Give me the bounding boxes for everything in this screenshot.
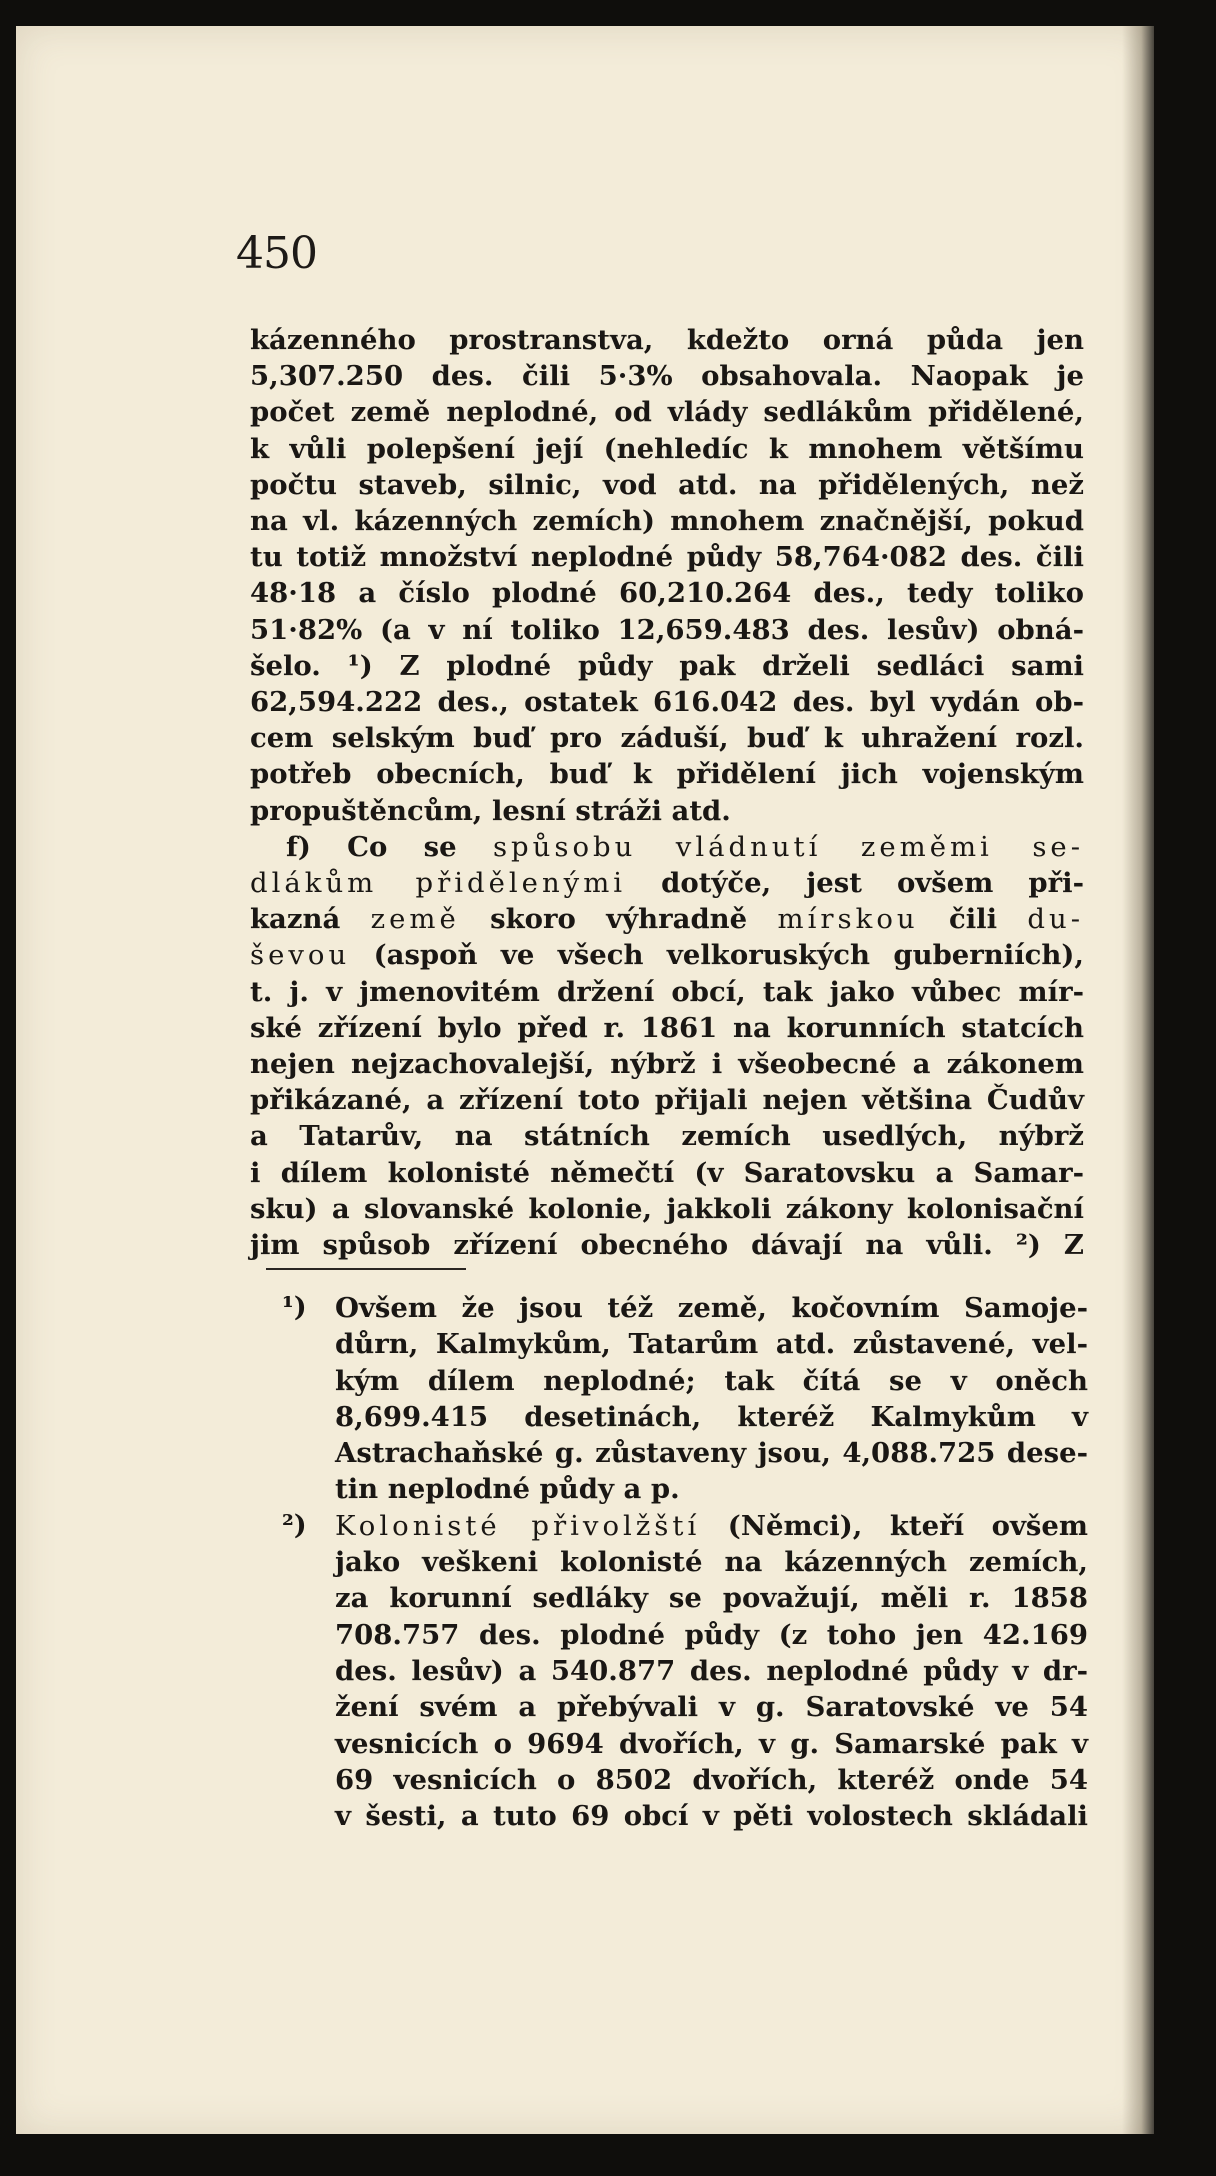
text-line: 62,594.222 des., ostatek 616.042 des. byl vydán ob- <box>250 686 1084 719</box>
text-line: ské zřízení bylo před r. 1861 na korunních statcích <box>250 1011 1084 1044</box>
text-line: kázenného prostranstva, kdežto orná půda jen <box>250 324 1084 356</box>
text-line: t. j. v jmenovitém držení obcí, tak jako vůbec mír- <box>250 975 1084 1008</box>
paragraph-f-line: dlákům přidělenými dotýče, jest ovšem při- <box>250 867 1084 900</box>
text-line: 5,307.250 des. čili 5·3% obsahovala. Naopak je <box>250 360 1084 393</box>
footnote-line: jako veškeni kolonisté na kázenných zemích, <box>335 1546 1088 1579</box>
footnote-line: za korunní sedláky se považují, měli r. 1858 <box>335 1582 1088 1615</box>
text-line: propuštěncům, lesní stráži atd. <box>250 794 731 827</box>
text-line: počet země neplodné, od vlády sedlákům přidělené, <box>250 396 1084 429</box>
footnote-line: 69 vesnicích o 8502 dvořích, kteréž onde 54 <box>335 1763 1088 1796</box>
spaced-emphasis: Kolonisté přivolžští <box>335 1509 701 1542</box>
footnote-line: v šesti, a tuto 69 obcí v pěti volostech skládali <box>335 1800 1088 1833</box>
spaced-emphasis: dlákům přidělenými <box>250 867 627 900</box>
text-line: potřeb obecních, buď k přidělení jich vojenským <box>250 758 1084 791</box>
text-line: přikázané, a zřízení toto přijali nejen většina Čudův <box>250 1084 1084 1117</box>
text-line: sku) a slovanské kolonie, jakkoli zákony kolonisační <box>250 1192 1084 1225</box>
text-line: 51·82% (a v ní toliko 12,659.483 des. lesův) obná- <box>250 613 1084 646</box>
text-line: jim spůsob zřízení obecného dávají na vůli. ²) Z <box>250 1229 1084 1262</box>
paragraph-f-line: ševou (aspoň ve všech velkoruských guberniích), <box>250 939 1084 972</box>
text-line: nejen nejzachovalejší, nýbrž i všeobecné a zákonem <box>250 1048 1084 1081</box>
footnote-line: Kolonisté přivolžští (Němci), kteří ovšem <box>335 1509 1089 1542</box>
spaced-emphasis: mírskou <box>777 903 919 936</box>
paragraph-f-line: f) Co se spůsobu vládnutí zeměmi se- <box>286 830 1084 863</box>
text-line: počtu staveb, silnic, vod atd. na přidělených, než <box>250 468 1084 501</box>
footnote-line: tin neplodné půdy a p. <box>335 1473 680 1506</box>
footnote-line: důrn, Kalmykům, Tatarům atd. zůstavené, vel- <box>335 1328 1088 1361</box>
footnote-divider <box>266 1268 466 1270</box>
text-line: šelo. ¹) Z plodné půdy pak drželi sedláci sami <box>250 649 1084 682</box>
text-line: 48·18 a číslo plodné 60,210.264 des., tedy toliko <box>250 577 1084 610</box>
paragraph-f-line: kazná země skoro výhradně mírskou čili du- <box>250 903 1084 936</box>
footnote-line: 708.757 des. plodné půdy (z toho jen 42.169 <box>335 1618 1088 1651</box>
text-line: k vůli polepšení její (nehledíc k mnohem většímu <box>250 432 1084 465</box>
spaced-emphasis: du- <box>1027 903 1084 936</box>
text-line: na vl. kázenných zemích) mnohem značnější, pokud <box>250 505 1084 538</box>
footnotes <box>282 1290 1089 1834</box>
spaced-emphasis: ševou <box>250 939 351 972</box>
page-gutter-shadow <box>1122 26 1154 2134</box>
footnote-1 <box>282 1290 1088 1508</box>
footnote-line: žení svém a přebývali v g. Saratovské ve 54 <box>335 1691 1088 1724</box>
footnote-line: 8,699.415 desetinách, kteréž Kalmykům v <box>335 1400 1088 1433</box>
footnote-2 <box>282 1508 1089 1835</box>
footnote-line: Ovšem že jsou též země, kočovním Samoje- <box>335 1292 1088 1324</box>
footnote-line: kým dílem neplodné; tak čítá se v oněch <box>335 1364 1088 1397</box>
page-number: 450 <box>236 228 317 279</box>
footnote-line: Astrachaňské g. zůstaveny jsou, 4,088.725 dese- <box>335 1437 1088 1470</box>
spaced-emphasis: země <box>370 903 460 936</box>
spaced-emphasis: spůsobu vládnutí zeměmi se- <box>492 830 1084 863</box>
main-text <box>250 322 1084 1263</box>
text-line: a Tatarův, na státních zemích usedlých, nýbrž <box>250 1120 1084 1153</box>
text-line: cem selským buď pro záduší, buď k uhražení rozl. <box>250 722 1084 755</box>
footnote-line: des. lesův) a 540.877 des. neplodné půdy v dr- <box>335 1654 1088 1687</box>
footnote-marker: ¹) <box>282 1292 307 1323</box>
footnote-line: vesnicích o 9694 dvořích, v g. Samarské pak v <box>335 1727 1088 1760</box>
footnote-marker: ²) <box>282 1509 307 1541</box>
text-line: i dílem kolonisté němečtí (v Saratovsku a Samar- <box>250 1156 1084 1189</box>
text-line: tu totiž množství neplodné půdy 58,764·082 des. čili <box>250 541 1084 574</box>
